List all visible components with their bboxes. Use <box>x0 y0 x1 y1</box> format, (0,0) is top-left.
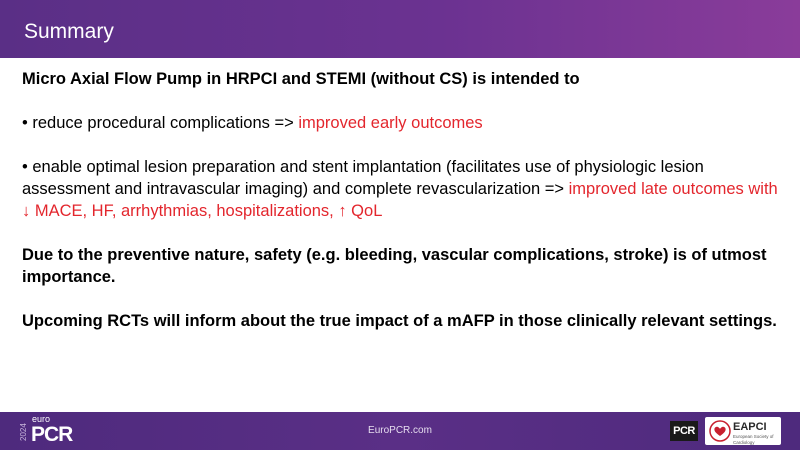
eapci-logo <box>705 417 781 445</box>
bullet-highlight: improved late outcomes with ↓ MACE, HF, arrhythmias, hospitalizations, ↑ QoL <box>22 180 778 220</box>
footer-url: EuroPCR.com <box>368 425 432 436</box>
logo-euro: euro <box>32 414 51 424</box>
bullet-lesion-preparation <box>22 156 782 222</box>
intro-statement: Micro Axial Flow Pump in HRPCI and STEMI (without CS) is intended to <box>22 70 580 88</box>
bullet-text: • enable optimal lesion preparation and stent implantation (facilitates use of physiologic lesion assessment and intravascular imaging) and complete revascularization => <box>22 158 704 198</box>
header-bar <box>0 0 800 58</box>
eapci-subtitle: European Society of Cardiology <box>733 434 774 445</box>
bullet-text: • reduce procedural complications => <box>22 114 299 132</box>
safety-statement: Due to the preventive nature, safety (e.g. bleeding, vascular complications, stroke) is of utmost importance. <box>22 246 767 286</box>
page-title: Summary <box>24 20 114 43</box>
summary-content <box>22 68 782 332</box>
logo-year: 2024 <box>19 423 28 441</box>
bullet-highlight: improved early outcomes <box>298 114 483 132</box>
bullet-procedural-complications <box>22 112 782 134</box>
footer-bar <box>0 412 800 450</box>
logo-pcr: PCR <box>31 423 73 446</box>
rct-statement: Upcoming RCTs will inform about the true impact of a mAFP in those clinically relevant settings. <box>22 312 777 330</box>
eapci-label: EAPCI <box>733 421 767 433</box>
pcr-badge-logo: PCR <box>670 421 698 441</box>
heart-icon <box>709 420 731 442</box>
